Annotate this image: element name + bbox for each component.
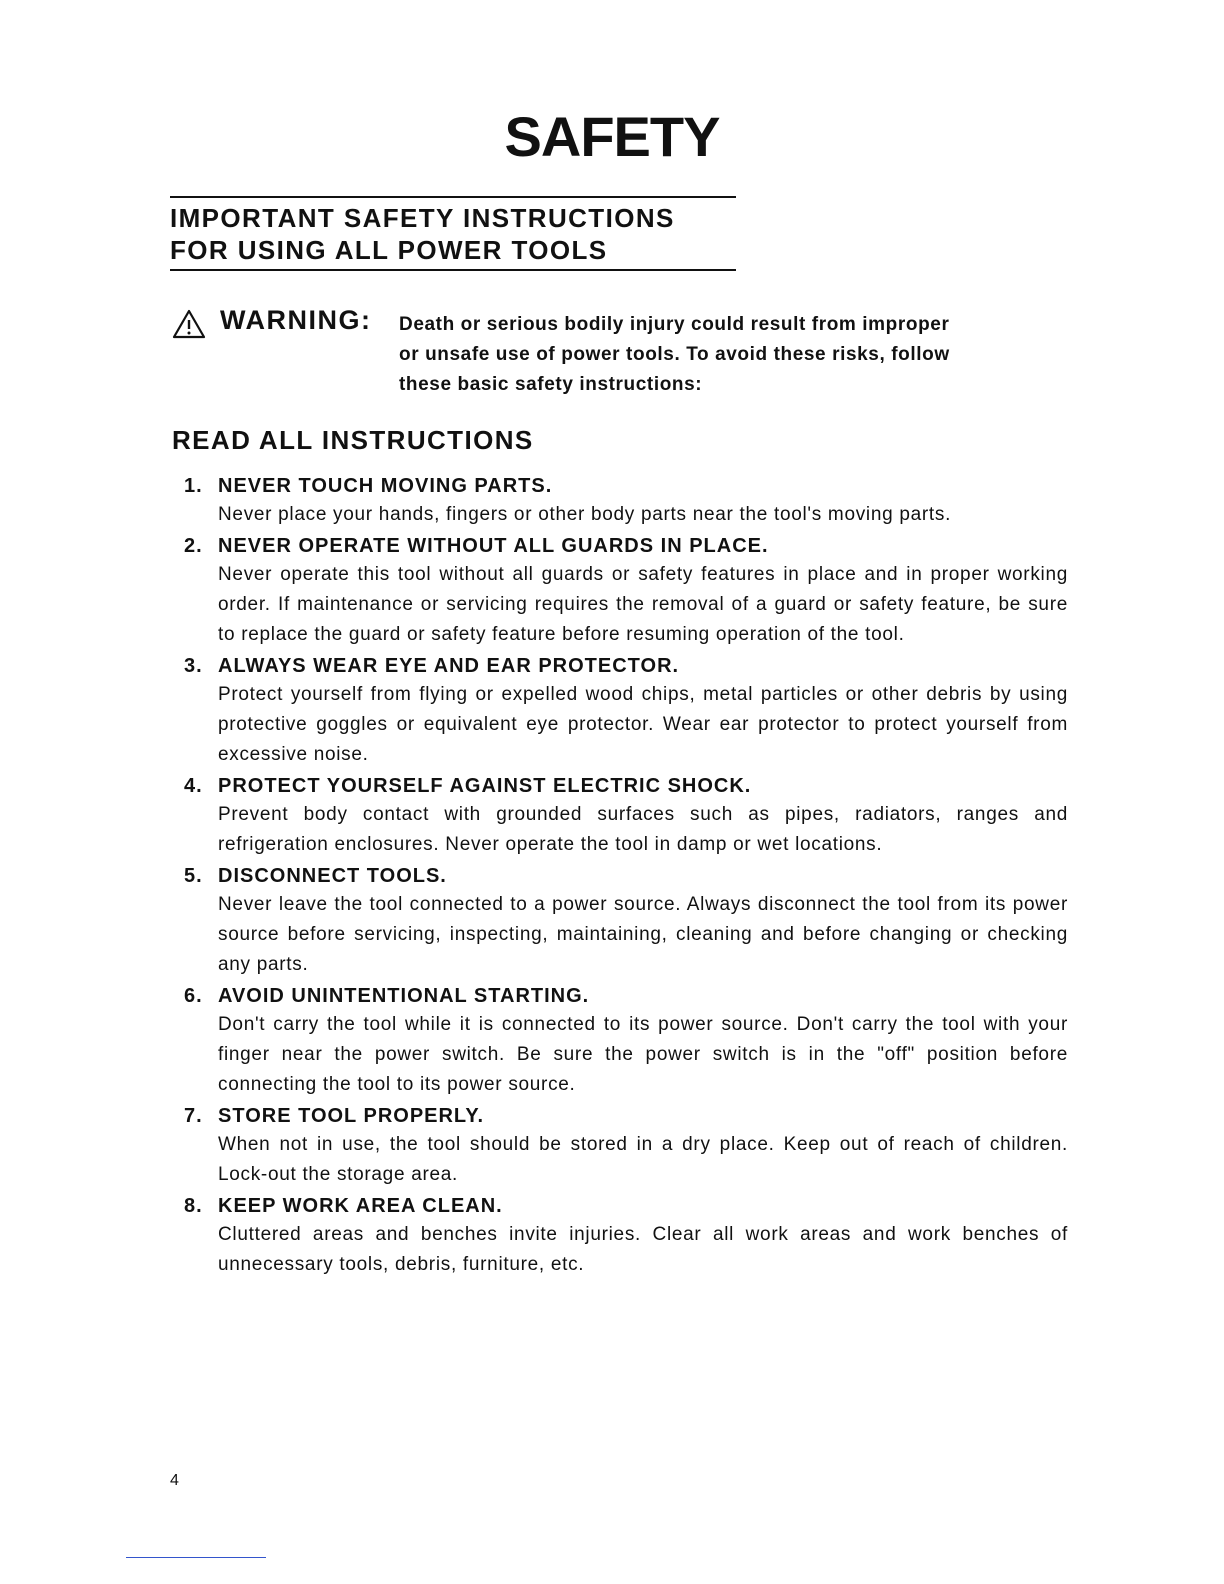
- instruction-body: Cluttered areas and benches invite injuries. Clear all work areas and work benches of unnecessary tools, debris, furniture, etc.: [218, 1224, 1068, 1275]
- instruction-title: DISCONNECT TOOLS.: [218, 865, 447, 887]
- instruction-title: ALWAYS WEAR EYE AND EAR PROTECTOR.: [218, 655, 680, 677]
- instruction-body: Protect yourself from flying or expelled wood chips, metal particles or other debris by using protective goggles or equivalent eye protector. Wear ear protector to protect yourself from excessive noise.: [218, 684, 1068, 765]
- instruction-item-3: [184, 652, 1074, 770]
- instruction-number: 7.: [184, 1105, 203, 1127]
- instruction-heading: [184, 652, 1074, 680]
- instruction-number: 3.: [184, 655, 203, 677]
- instruction-heading: [184, 472, 1074, 500]
- instruction-title: STORE TOOL PROPERLY.: [218, 1105, 484, 1127]
- instruction-title: AVOID UNINTENTIONAL STARTING.: [218, 985, 590, 1007]
- warning-text-line-2: or unsafe use of power tools. To avoid these risks, follow: [399, 344, 950, 365]
- instruction-item-6: [184, 982, 1074, 1100]
- instruction-heading: [184, 532, 1074, 560]
- instruction-item-4: [184, 772, 1074, 860]
- instruction-item-8: [184, 1192, 1074, 1280]
- instruction-body: Don't carry the tool while it is connected to its power source. Don't carry the tool with your finger near the power switch. Be sure the power switch is in the "off" position before connecting the tool to its power source.: [218, 1014, 1068, 1095]
- warning-text-line-3: these basic safety instructions:: [399, 374, 703, 395]
- instruction-heading: [184, 982, 1074, 1010]
- read-all-instructions-heading: READ ALL INSTRUCTIONS: [172, 425, 534, 455]
- instruction-title: NEVER OPERATE WITHOUT ALL GUARDS IN PLACE.: [218, 535, 769, 557]
- instruction-item-1: [184, 472, 1074, 530]
- instruction-heading: [184, 862, 1074, 890]
- warning-block: [170, 305, 1070, 405]
- instruction-body: Never leave the tool connected to a power source. Always disconnect the tool from its power source before servicing, inspecting, maintaining, cleaning and before changing or checking any parts.: [218, 894, 1068, 975]
- page-number: 4: [170, 1472, 179, 1489]
- warning-text-line-1: Death or serious bodily injury could result from improper: [399, 314, 950, 335]
- instruction-title: PROTECT YOURSELF AGAINST ELECTRIC SHOCK.: [218, 775, 752, 797]
- instruction-number: 8.: [184, 1195, 203, 1217]
- warning-label: WARNING:: [220, 305, 372, 335]
- warning-text: [399, 310, 1071, 400]
- instruction-heading: [184, 772, 1074, 800]
- instruction-body: Prevent body contact with grounded surfaces such as pipes, radiators, ranges and refrigeration enclosures. Never operate the tool in damp or wet locations.: [218, 804, 1068, 855]
- instruction-number: 6.: [184, 985, 203, 1007]
- heading-rule-top: [170, 196, 736, 198]
- instruction-item-5: [184, 862, 1074, 980]
- instruction-title: KEEP WORK AREA CLEAN.: [218, 1195, 503, 1217]
- instruction-body: Never place your hands, fingers or other body parts near the tool's moving parts.: [218, 504, 952, 525]
- safety-instruction-list: [184, 472, 1074, 1282]
- page-title: SAFETY: [504, 105, 720, 168]
- section-heading-line-1: IMPORTANT SAFETY INSTRUCTIONS: [170, 203, 675, 233]
- warning-triangle-icon: [172, 309, 206, 339]
- scan-edge-line: [126, 1557, 266, 1558]
- instruction-item-2: [184, 532, 1074, 650]
- section-heading-line-2: FOR USING ALL POWER TOOLS: [170, 235, 608, 265]
- instruction-body: Never operate this tool without all guards or safety features in place and in proper working order. If maintenance or servicing requires the removal of a guard or safety feature, be sure to replace the guard or safety feature before resuming operation of the tool.: [218, 564, 1068, 645]
- instruction-heading: [184, 1102, 1074, 1130]
- section-heading: [170, 202, 675, 266]
- instruction-number: 2.: [184, 535, 203, 557]
- instruction-number: 1.: [184, 475, 203, 497]
- instruction-item-7: [184, 1102, 1074, 1190]
- instruction-heading: [184, 1192, 1074, 1220]
- instruction-body: When not in use, the tool should be stored in a dry place. Keep out of reach of children. Lock-out the storage area.: [218, 1134, 1068, 1185]
- heading-rule-bottom: [170, 269, 736, 271]
- instruction-title: NEVER TOUCH MOVING PARTS.: [218, 475, 553, 497]
- instruction-number: 5.: [184, 865, 203, 887]
- instruction-number: 4.: [184, 775, 203, 797]
